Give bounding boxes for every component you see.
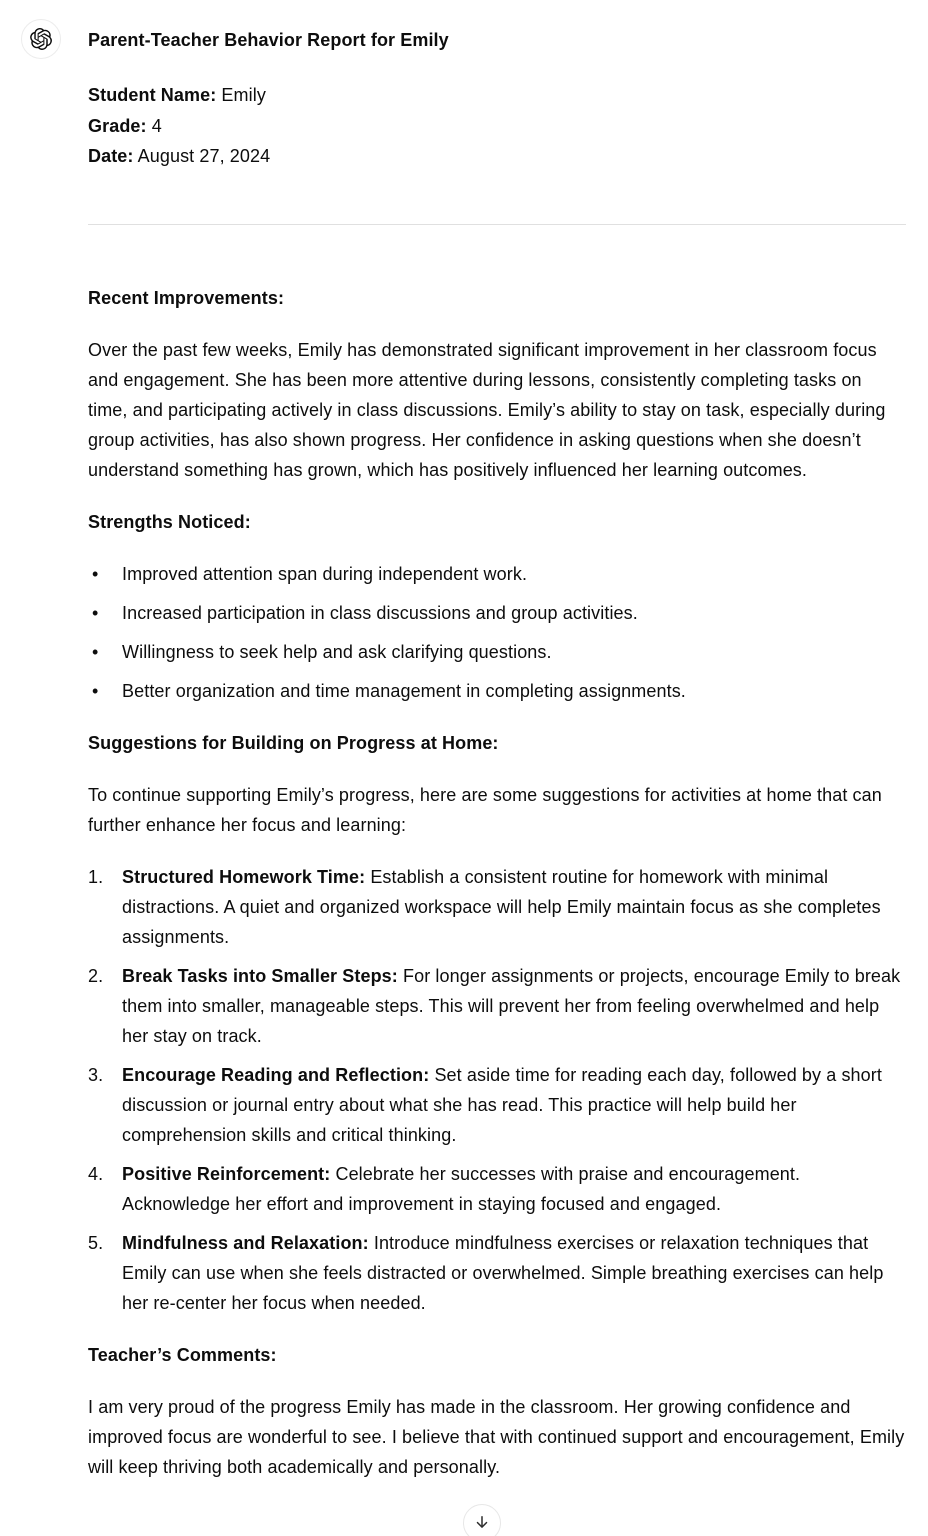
list-item	[88, 1159, 906, 1219]
strengths-heading: Strengths Noticed:	[88, 511, 251, 532]
item-text: Celebrate her successes with praise and encouragement. Acknowledge her effort and improvement in staying focused and engaged.	[122, 1163, 801, 1214]
item-label: Mindfulness and Relaxation:	[122, 1232, 369, 1253]
grade-line	[88, 111, 906, 142]
recent-improvements-heading: Recent Improvements:	[88, 287, 285, 308]
section-divider	[88, 224, 906, 225]
list-item	[88, 961, 906, 1051]
list-item	[88, 1060, 906, 1150]
list-item	[88, 1228, 906, 1318]
list-item: • Improved attention span during independent work.	[88, 559, 906, 589]
teacher-comments-heading: Teacher’s Comments:	[88, 1344, 277, 1365]
list-item: • Better organization and time management in completing assignments.	[88, 676, 906, 706]
suggestions-intro: To continue supporting Emily’s progress, here are some suggestions for activities at home that can further enhance her focus and learning:	[88, 784, 882, 835]
item-label: Encourage Reading and Reflection:	[122, 1064, 430, 1085]
item-text: Set aside time for reading each day, followed by a short discussion or journal entry about what she has read. This practice will help build her comprehension skills and critical thinking.	[122, 1064, 882, 1145]
item-label: Positive Reinforcement:	[122, 1163, 331, 1184]
item-label: Structured Homework Time:	[122, 866, 366, 887]
item-text: For longer assignments or projects, encourage Emily to break them into smaller, manageable steps. This will prevent her from feeling overwhelmed and help her stay on track.	[122, 965, 901, 1046]
recent-improvements-paragraph: Over the past few weeks, Emily has demonstrated significant improvement in her classroom focus and engagement. She has been more attentive during lessons, consistently completing tasks on time, and participating actively in class discussions. Emily’s ability to stay on task, especially during group activities, has also shown progress. Her confidence in asking questions when she doesn’t understand something has grown, which has positively influenced her learning outcomes.	[88, 339, 886, 480]
list-item	[88, 862, 906, 952]
suggestions-list	[88, 862, 906, 1318]
scroll-to-bottom-button[interactable]	[463, 1504, 501, 1536]
arrow-down-icon	[473, 1513, 491, 1534]
student-info	[88, 80, 906, 172]
grade-value: 4	[151, 115, 162, 136]
item-text: Establish a consistent routine for homework with minimal distractions. A quiet and organized workspace will help Emily maintain focus as she completes assignments.	[122, 866, 881, 947]
student-name-line	[88, 80, 906, 111]
openai-logo-icon	[30, 28, 52, 50]
date-label: Date:	[88, 146, 134, 166]
date-value: August 27, 2024	[137, 146, 271, 166]
student-name-label: Student Name:	[88, 85, 217, 105]
list-item: • Increased participation in class discussions and group activities.	[88, 598, 906, 628]
strengths-list	[88, 559, 906, 706]
item-label: Break Tasks into Smaller Steps:	[122, 965, 398, 986]
grade-label: Grade:	[88, 115, 147, 136]
assistant-avatar	[21, 19, 61, 59]
report-title: Parent-Teacher Behavior Report for Emily	[88, 30, 449, 50]
student-name-value: Emily	[221, 85, 266, 105]
teacher-comments-paragraph: I am very proud of the progress Emily has made in the classroom. Her growing confidence and improved focus are wonderful to see. I believe that with continued support and encouragement, Emily will keep thriving both academically and personally.	[88, 1396, 905, 1477]
suggestions-heading: Suggestions for Building on Progress at Home:	[88, 732, 499, 753]
item-text: Introduce mindfulness exercises or relaxation techniques that Emily can use when she feels distracted or overwhelmed. Simple breathing exercises can help her re-center her focus when needed.	[122, 1232, 884, 1313]
list-item: • Willingness to seek help and ask clarifying questions.	[88, 637, 906, 667]
date-line	[88, 141, 906, 172]
